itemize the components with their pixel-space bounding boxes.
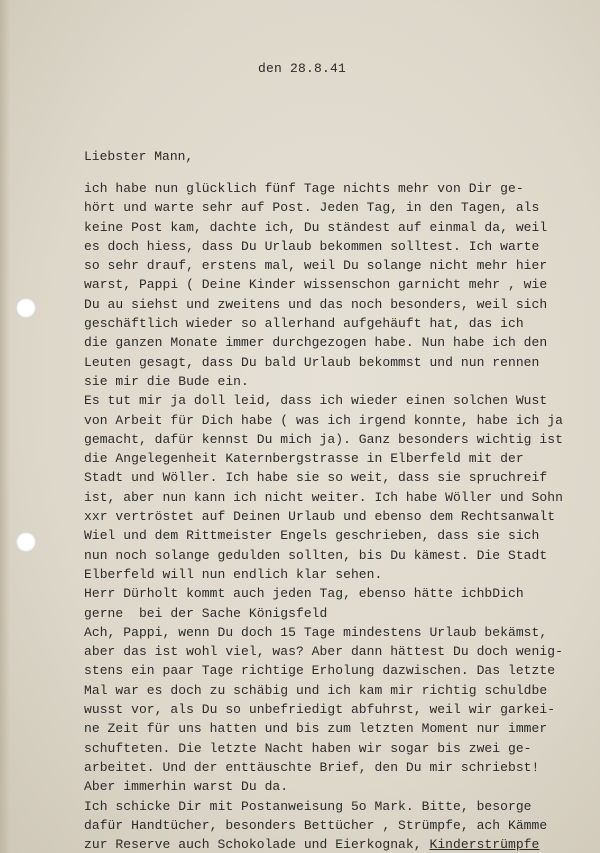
text-line: Elberfeld will nun endlich klar sehen.	[84, 566, 383, 582]
text-line: ist, aber nun kann ich nicht weiter. Ich habe Wöller und Sohn	[84, 489, 563, 505]
text-line: hört und warte sehr auf Post. Jeden Tag, in den Tagen, als	[84, 200, 540, 216]
text-line: von Arbeit für Dich habe ( was ich irgend konnte, habe ich ja	[84, 412, 563, 428]
text-line: die ganzen Monate immer durchgezogen habe. Nun habe ich den	[84, 335, 548, 351]
text-line-last	[84, 835, 554, 853]
text-line: stens ein paar Tage richtige Erholung dazwischen. Das letzte	[84, 663, 556, 679]
text-line: ne Zeit für uns hatten und bis zum letzten Moment nur immer	[84, 721, 548, 737]
text-line: Es tut mir ja doll leid, dass ich wieder einen solchen Wust	[84, 393, 548, 409]
text-line: Aber immerhin warst Du da.	[84, 779, 289, 795]
text-line: Ich schicke Dir mit Postanweisung 5o Mark. Bitte, besorge	[84, 798, 532, 814]
text-line: nun noch solange gedulden sollten, bis Du kämest. Die Stadt	[84, 547, 548, 563]
text-line: schufteten. Die letzte Nacht haben wir sogar bis zwei ge-	[84, 740, 532, 756]
text-line: ich habe nun glücklich fünf Tage nichts mehr von Dir ge-	[84, 181, 524, 196]
punch-hole-bottom	[16, 532, 36, 552]
text-line: Wiel und dem Rittmeister Engels geschrieben, dass sie sich	[84, 528, 540, 544]
underlined-text: Kinderstrümpfe	[429, 837, 540, 853]
text-line: Herr Dürholt kommt auch jeden Tag, ebenso hätte ichbDich	[84, 586, 524, 602]
paper-edge-shadow	[0, 0, 10, 853]
text-line: arbeitet. Und der enttäuschte Brief, den Du mir schriebst!	[84, 759, 540, 775]
text-line: so sehr drauf, erstens mal, weil Du solange nicht mehr hier	[84, 258, 548, 274]
text-line: Du au siehst und zweitens und das noch besonders, weil sich	[84, 296, 548, 312]
letter-body	[84, 179, 563, 853]
text-line: Stadt und Wöller. Ich habe sie so weit, dass sie spruchreif	[84, 470, 548, 486]
text-line: dafür Handtücher, besonders Bettücher , Strümpfe, ach Kämme	[84, 817, 548, 833]
text-line: es doch hiess, dass Du Urlaub bekommen solltest. Ich warte	[84, 238, 540, 254]
text-line: aber das ist wohl viel, was? Aber dann hättest Du doch wenig-	[84, 644, 563, 660]
text-line: wusst vor, als Du so unbefriedigt abfuhrst, weil wir garkei-	[84, 702, 556, 718]
text-line: xxr vertröstet auf Deinen Urlaub und ebenso dem Rechtsanwalt	[84, 509, 556, 525]
text-line: geschäftlich wieder so allerhand aufgehäuft hat, das ich	[84, 316, 524, 332]
text-line: die Angelegenheit Katernbergstrasse in Elberfeld mit der	[84, 451, 524, 467]
punch-hole-top	[16, 298, 36, 318]
text-line: warst, Pappi ( Deine Kinder wissenschon garnicht mehr , wie	[84, 277, 548, 293]
text-line: sie mir die Bude ein.	[84, 373, 249, 389]
text-line: keine Post kam, dachte ich, Du ständest auf einmal da, weil	[84, 219, 548, 235]
text-line: gerne bei der Sache Königsfeld	[84, 605, 328, 621]
letter-salutation: Liebster Mann,	[84, 149, 194, 164]
text-line: Leuten gesagt, dass Du bald Urlaub bekommst und nun rennen	[84, 354, 540, 370]
text-fragment: zur Reserve auch Schokolade und Eierkognak,	[84, 837, 430, 853]
text-line: Ach, Pappi, wenn Du doch 15 Tage mindestens Urlaub bekämst,	[84, 624, 548, 640]
text-line: gemacht, dafür kennst Du mich ja). Ganz besonders wichtig ist	[84, 431, 563, 447]
text-line: Mal war es doch zu schäbig und ich kam mir richtig schuldbe	[84, 682, 548, 698]
letter-date: den 28.8.41	[258, 61, 347, 76]
